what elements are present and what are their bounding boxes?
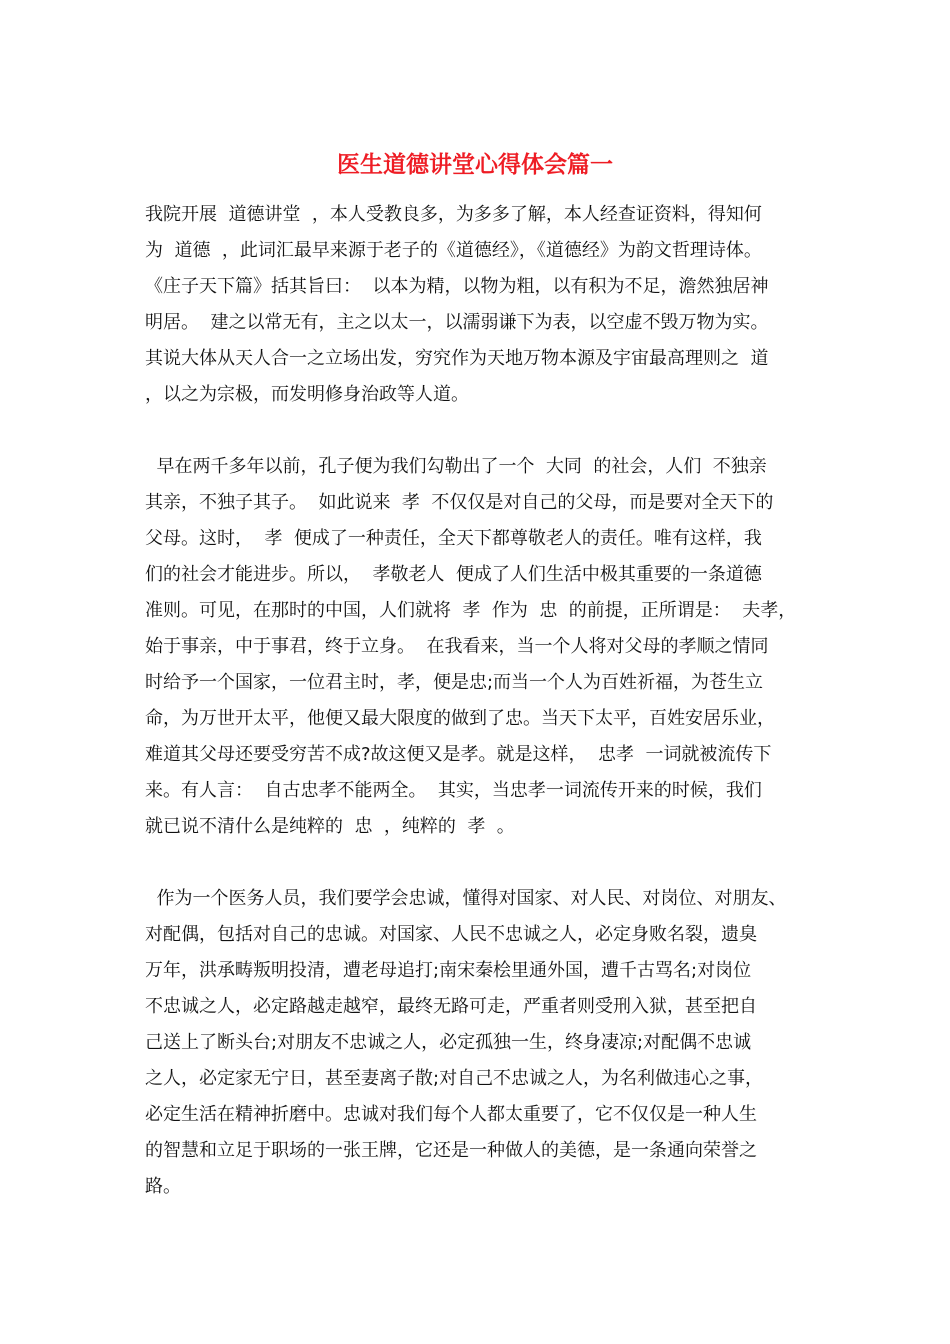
paragraph [145, 881, 825, 1205]
text-line: 早在两千多年以前，孔子便为我们勾勒出了一个 大同 的社会，人们 不独亲 [145, 456, 767, 477]
text-line: 就已说不清什么是纯粹的 忠 ，纯粹的 孝 。 [145, 816, 515, 837]
text-line: 时给予一个国家，一位君主时，孝，便是忠;而当一个人为百姓祈福，为苍生立 [145, 672, 764, 693]
text-line: 命，为万世开太平，他便又最大限度的做到了忠。当天下太平，百姓安居乐业， [145, 708, 775, 729]
document-body [145, 197, 825, 1241]
paragraph [145, 197, 825, 413]
text-line: 《庄子天下篇》括其旨曰： 以本为精，以物为粗，以有积为不足，澹然独居神 [145, 276, 769, 297]
text-line: 父母。这时， 孝 便成了一种责任，全天下都尊敬老人的责任。唯有这样，我 [145, 528, 762, 549]
text-line: 难道其父母还要受穷苦不成?故这便又是孝。就是这样， 忠孝 一词就被流传下 [145, 744, 772, 765]
text-line: 之人，必定家无宁日，甚至妻离子散;对自己不忠诚之人，为名利做违心之事， [145, 1068, 764, 1089]
text-line: 始于事亲，中于事君，终于立身。 在我看来，当一个人将对父母的孝顺之情同 [145, 636, 769, 657]
text-line: 们的社会才能进步。所以， 孝敬老人 便成了人们生活中极其重要的一条道德 [145, 564, 762, 585]
text-line: 我院开展 道德讲堂 ，本人受教良多，为多多了解，本人经查证资料，得知何 [145, 204, 762, 225]
text-line: 不忠诚之人，必定路越走越窄，最终无路可走，严重者则受刑入狱，甚至把自 [145, 996, 757, 1017]
text-line: 其说大体从天人合一之立场出发，穷究作为天地万物本源及宇宙最高理则之 道 [145, 348, 769, 369]
text-line: 必定生活在精神折磨中。忠诚对我们每个人都太重要了，它不仅仅是一种人生 [145, 1104, 757, 1125]
text-line: 明居。 建之以常无有，主之以太一，以濡弱谦下为表，以空虚不毁万物为实。 [145, 312, 769, 333]
text-line: 的智慧和立足于职场的一张王牌，它还是一种做人的美德，是一条通向荣誉之 [145, 1140, 757, 1161]
text-line: 对配偶，包括对自己的忠诚。对国家、人民不忠诚之人，必定身败名裂，遗臭 [145, 924, 757, 945]
text-line: 路。 [145, 1176, 181, 1197]
text-line: 为 道德 ，此词汇最早来源于老子的《道德经》，《道德经》为韵文哲理诗体。 [145, 240, 762, 261]
text-line: 己送上了断头台;对朋友不忠诚之人，必定孤独一生，终身凄凉;对配偶不忠诚 [145, 1032, 752, 1053]
text-line: 万年，洪承畴叛明投清，遭老母追打;南宋秦桧里通外国，遭千古骂名;对岗位 [145, 960, 752, 981]
text-line: ，以之为宗极，而发明修身治政等人道。 [145, 384, 469, 405]
text-line: 来。有人言： 自古忠孝不能两全。 其实，当忠孝一词流传开来的时候，我们 [145, 780, 762, 801]
text-line: 作为一个医务人员，我们要学会忠诚，懂得对国家、对人民、对岗位、对朋友、 [145, 888, 787, 909]
text-line: 其亲，不独子其子。 如此说来 孝 不仅仅是对自己的父母，而是要对全天下的 [145, 492, 774, 513]
document-title: 医生道德讲堂心得体会篇一 [337, 152, 613, 178]
paragraph [145, 449, 825, 845]
text-line: 准则。可见，在那时的中国，人们就将 孝 作为 忠 的前提，正所谓是： 夫孝， [145, 600, 797, 621]
